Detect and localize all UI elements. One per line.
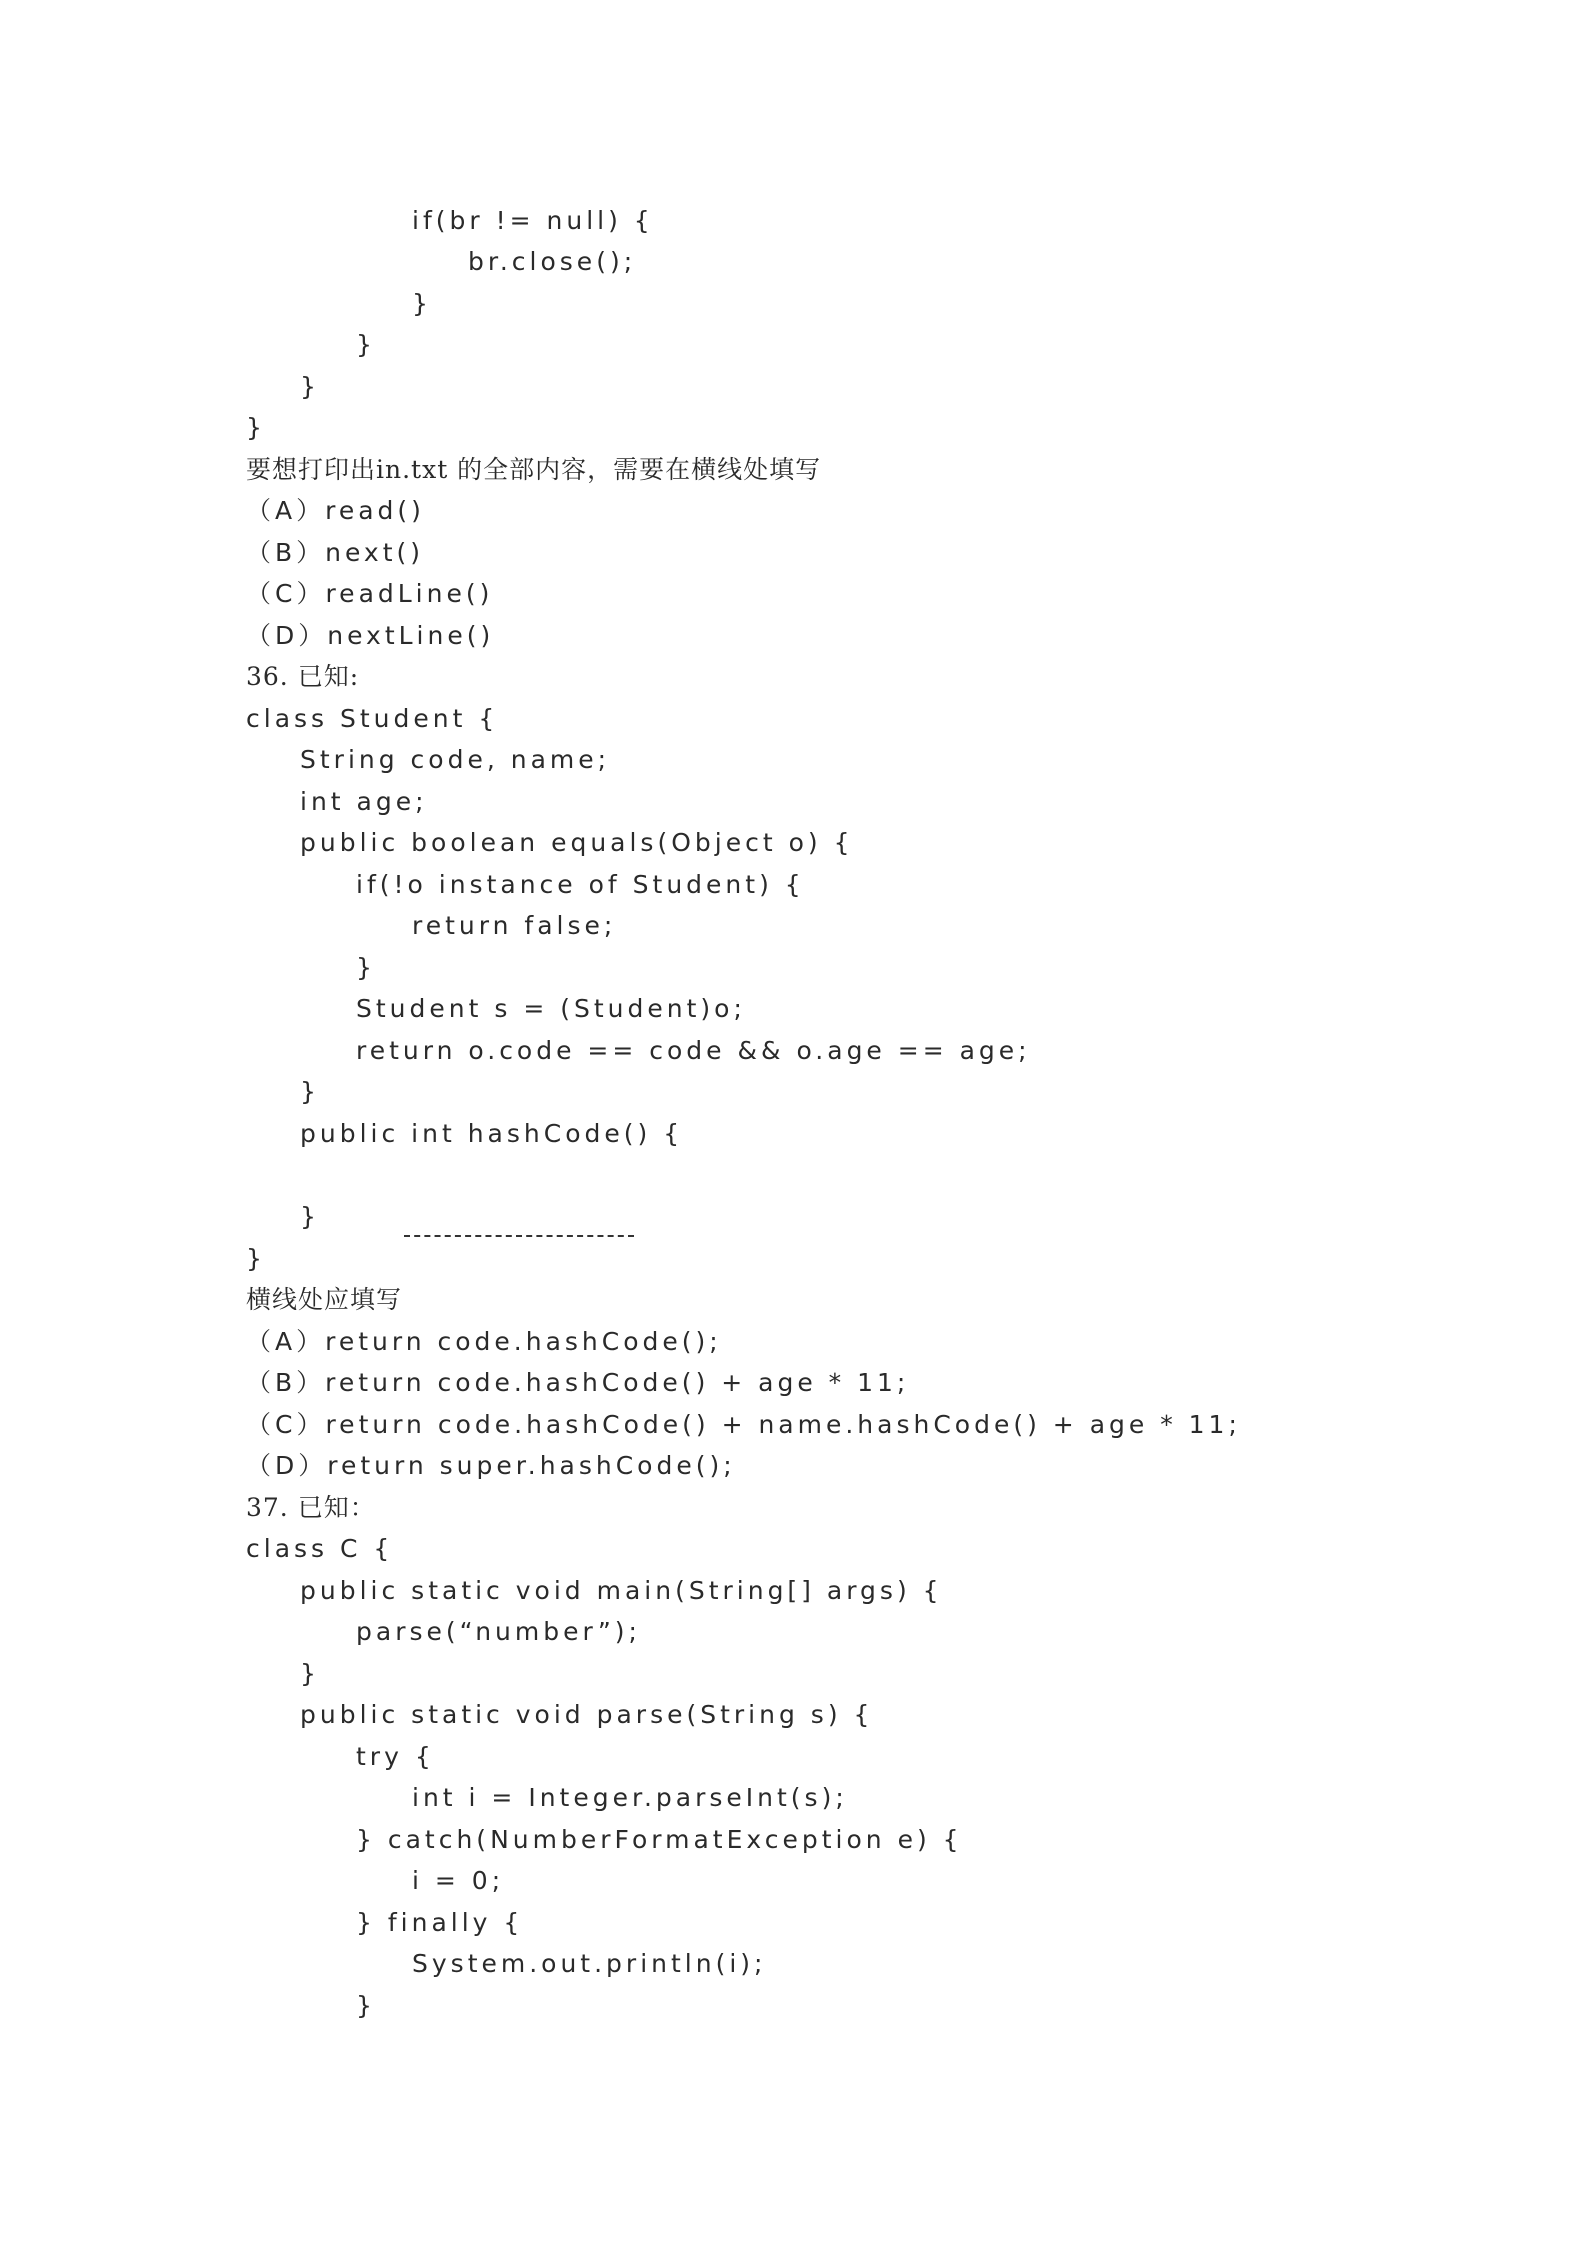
option-c: （C）readLine() [246,579,494,608]
fill-blank [356,1163,634,1205]
code-line: } catch(NumberFormatException e) { [356,1825,963,1854]
code-line: } [246,1244,266,1273]
code-line: if(!o instance of Student) { [356,870,805,899]
question-text: 横线处应填写 [246,1285,403,1314]
code-line: String code, name; [300,745,611,774]
code-line: int age; [300,787,428,816]
option-b: （B）next() [246,538,425,567]
option-d: （D）nextLine() [246,621,495,650]
code-line: i = 0; [412,1866,505,1895]
question-text: 要想打印出in.txt 的全部内容，需要在横线处填写 [246,455,822,484]
code-line: public boolean equals(Object o) { [300,828,854,857]
blank-underline [404,1217,634,1237]
code-line: } [356,953,376,982]
code-line: } [300,1659,320,1688]
option-c: （C）return code.hashCode() + name.hashCode() + age * 11; [246,1410,1241,1439]
code-line: } [300,372,320,401]
code-line: } [412,289,432,318]
option-a: （A）read() [246,496,425,525]
code-line: } [356,330,376,359]
option-b: （B）return code.hashCode() + age * 11; [246,1368,910,1397]
code-line: br.close(); [468,247,637,276]
question-number: 37. 已知： [246,1493,376,1522]
option-d: （D）return super.hashCode(); [246,1451,736,1480]
code-line: parse(“number”); [356,1617,641,1646]
code-line: return false; [412,911,617,940]
code-line: } [300,1202,320,1231]
code-line: System.out.println(i); [412,1949,767,1978]
code-line: } finally { [356,1908,524,1937]
code-line: if(br != null) { [412,206,654,235]
code-line: int i = Integer.parseInt(s); [412,1783,848,1812]
code-line: class C { [246,1534,394,1563]
code-line: } [300,1077,320,1106]
code-line: } [356,1991,376,2020]
code-line: try { [356,1742,435,1771]
code-line: class Student { [246,704,499,733]
code-line: public int hashCode() { [300,1119,684,1148]
code-line: public static void main(String[] args) { [300,1576,943,1605]
code-line: return o.code == code && o.age == age; [356,1036,1031,1065]
code-line: public static void parse(String s) { [300,1700,874,1729]
code-line: Student s = (Student)o; [356,994,746,1023]
code-line: } [246,413,266,442]
question-number: 36. 已知: [246,662,360,691]
option-a: （A）return code.hashCode(); [246,1327,722,1356]
